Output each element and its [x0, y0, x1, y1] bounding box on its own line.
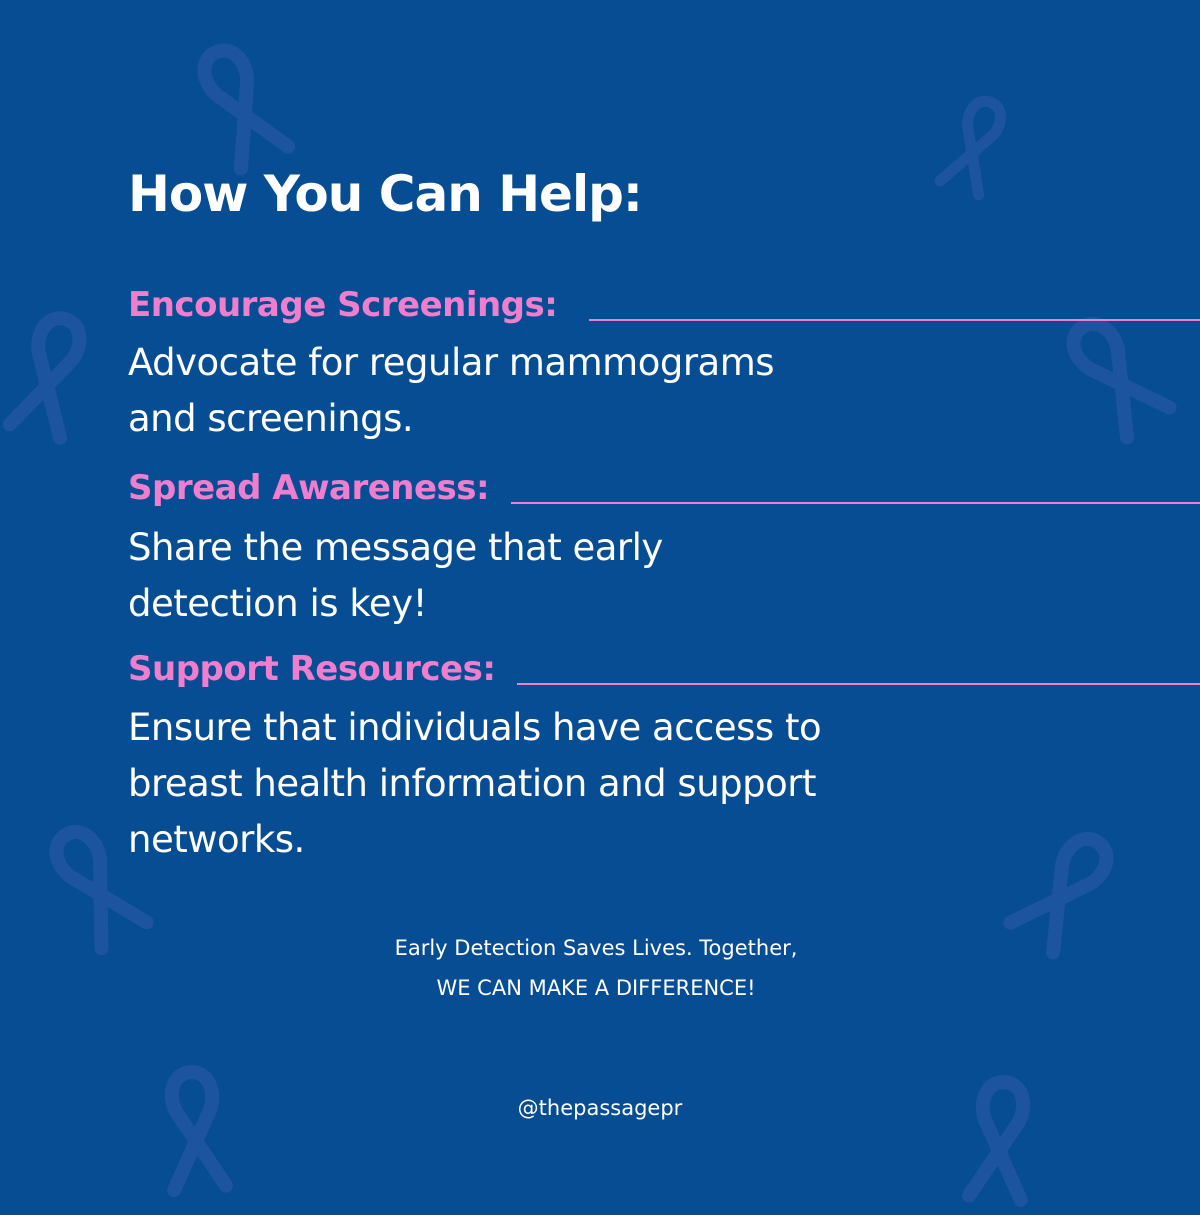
awareness-ribbon-icon: [939, 1065, 1061, 1214]
heading-divider: [511, 502, 1200, 504]
spread-awareness-heading: Spread Awareness:: [128, 468, 490, 508]
text-line: networks.: [128, 818, 305, 861]
tagline-line-1: Early Detection Saves Lives. Together,: [394, 936, 798, 960]
awareness-ribbon-icon: [914, 78, 1036, 212]
page-title: How You Can Help:: [128, 165, 642, 223]
support-resources-heading: Support Resources:: [128, 649, 496, 689]
tagline-line-2: WE CAN MAKE A DIFFERENCE!: [436, 976, 756, 1000]
tagline: [0, 928, 1192, 1008]
awareness-ribbon-icon: [0, 293, 121, 457]
spread-awareness-heading-row: [128, 463, 1200, 513]
text-line: Ensure that individuals have access to: [128, 706, 822, 749]
encourage-screenings-heading-row: [128, 280, 1200, 330]
text-line: Advocate for regular mammograms: [128, 341, 775, 384]
encourage-screenings-text: [128, 335, 774, 447]
awareness-ribbon-icon: [134, 1055, 256, 1204]
support-resources-text: [128, 700, 821, 868]
text-line: breast health information and support: [128, 762, 816, 805]
support-resources-heading-row: [128, 644, 1200, 694]
spread-awareness-text: [128, 520, 663, 632]
social-handle: @thepassagepr: [517, 1096, 683, 1120]
heading-divider: [517, 683, 1200, 685]
text-line: Share the message that early: [128, 526, 663, 569]
heading-divider: [589, 319, 1200, 321]
text-line: and screenings.: [128, 397, 414, 440]
encourage-screenings-heading: Encourage Screenings:: [128, 285, 558, 325]
text-line: detection is key!: [128, 582, 427, 625]
